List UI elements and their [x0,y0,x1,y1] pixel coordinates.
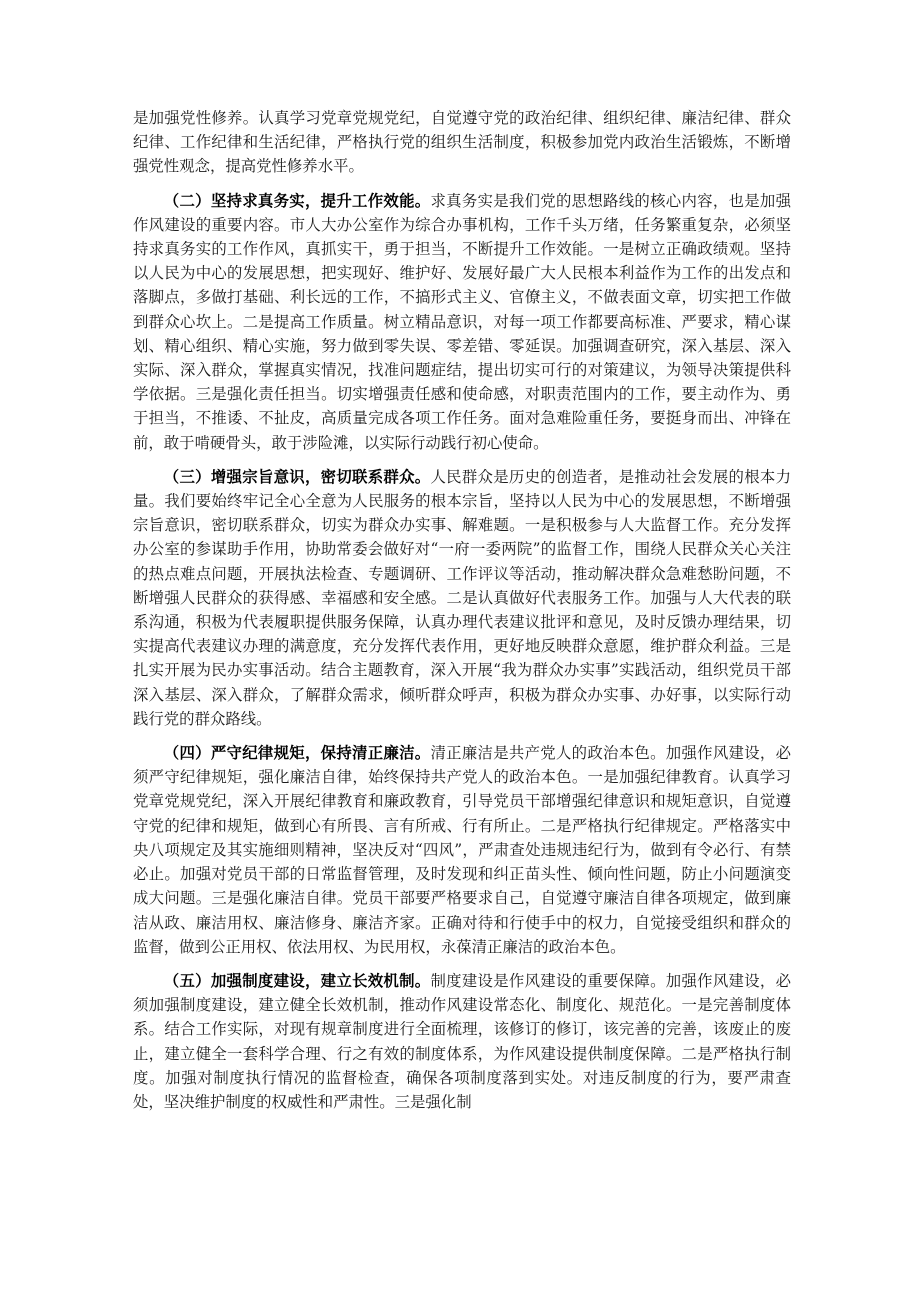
section-3-paragraph [133,465,791,731]
intro-paragraph: 是加强党性修养。认真学习党章党规党纪，自觉遵守党的政治纪律、组织纪律、廉洁纪律、群众纪律、工作纪律和生活纪律，严格执行党的组织生活制度，积极参加党内政治生活锻炼，不断增强党性观念，提高党性修养水平。 [133,109,791,176]
section-4-paragraph [133,741,791,959]
paragraph-spacer [133,455,791,465]
section-2-paragraph [133,189,791,455]
section-2-heading: （二）坚持求真务实，提升工作效能。 [163,191,431,210]
paragraph-spacer [133,731,791,741]
section-5-heading: （五）加强制度建设，建立长效机制。 [163,971,431,990]
document-page [133,106,791,1114]
section-4-body: 清正廉洁是共产党人的政治本色。加强作风建设，必须严守纪律规矩，强化廉洁自律，始终保持共产党人的政治本色。一是加强纪律教育。认真学习党章党规党纪，深入开展纪律教育和廉政教育，引导党员干部增强纪律意识和规矩意识，自觉遵守党的纪律和规矩，做到心有所畏、言有所戒、行有所止。二是严格执行纪律规定。严格落实中央八项规定及其实施细则精神，坚决反对“四风”，严肃查处违规违纪行为，做到有令必行、有禁必止。加强对党员干部的日常监督管理，及时发现和纠正苗头性、倾向性问题，防止小问题演变成大问题。三是强化廉洁自律。党员干部要严格要求自己，自觉遵守廉洁自律各项规定，做到廉洁从政、廉洁用权、廉洁修身、廉洁齐家。正确对待和行使手中的权力，自觉接受组织和群众的监督，做到公正用权、依法用权、为民用权，永葆清正廉洁的政治本色。 [133,744,791,956]
section-5-body: 制度建设是作风建设的重要保障。加强作风建设，必须加强制度建设，建立健全长效机制，推动作风建设常态化、制度化、规范化。一是完善制度体系。结合工作实际，对现有规章制度进行全面梳理，该修订的修订，该完善的完善，该废止的废止，建立健全一套科学合理、行之有效的制度体系，为作风建设提供制度保障。二是严格执行制度。加强对制度执行情况的监督检查，确保各项制度落到实处。对违反制度的行为，要严肃查处，坚决维护制度的权威性和严肃性。三是强化制 [133,971,791,1111]
section-4-heading: （四）严守纪律规矩，保持清正廉洁。 [163,744,431,763]
paragraph-spacer [133,179,791,189]
section-5-paragraph [133,969,791,1114]
paragraph-spacer [133,959,791,969]
section-3-body: 人民群众是历史的创造者，是推动社会发展的根本力量。我们要始终牢记全心全意为人民服务的根本宗旨，坚持以人民为中心的发展思想，不断增强宗旨意识，密切联系群众，切实为群众办实事、解难题。一是积极参与人大监督工作。充分发挥办公室的参谋助手作用，协助常委会做好对“一府一委两院”的监督工作，围绕人民群众关心关注的热点难点问题，开展执法检查、专题调研、工作评议等活动，推动解决群众急难愁盼问题，不断增强人民群众的获得感、幸福感和安全感。二是认真做好代表服务工作。加强与人大代表的联系沟通，积极为代表履职提供服务保障，认真办理代表建议批评和意见，及时反馈办理结果，切实提高代表建议办理的满意度，充分发挥代表作用，更好地反映群众意愿，维护群众利益。三是扎实开展为民办实事活动。结合主题教育，深入开展“我为群众办实事”实践活动，组织党员干部深入基层、深入群众，了解群众需求，倾听群众呼声，积极为群众办实事、办好事，以实际行动践行党的群众路线。 [133,467,791,728]
section-2-body: 求真务实是我们党的思想路线的核心内容，也是加强作风建设的重要内容。市人大办公室作为综合办事机构，工作千头万绪，任务繁重复杂，必须坚持求真务实的工作作风，真抓实干，勇于担当，不断提升工作效能。一是树立正确政绩观。坚持以人民为中心的发展思想，把实现好、维护好、发展好最广大人民根本利益作为工作的出发点和落脚点，多做打基础、利长远的工作，不搞形式主义、官僚主义，不做表面文章，切实把工作做到群众心坎上。二是提高工作质量。树立精品意识，对每一项工作都要高标准、严要求，精心谋划、精心组织、精心实施，努力做到零失误、零差错、零延误。加强调查研究，深入基层、深入实际、深入群众，掌握真实情况，找准问题症结，提出切实可行的对策建议，为领导决策提供科学依据。三是强化责任担当。切实增强责任感和使命感，对职责范围内的工作，要主动作为、勇于担当，不推诿、不扯皮，高质量完成各项工作任务。面对急难险重任务，要挺身而出、冲锋在前，敢于啃硬骨头，敢于涉险滩，以实际行动践行初心使命。 [133,191,791,452]
section-3-heading: （三）增强宗旨意识，密切联系群众。 [163,467,431,486]
